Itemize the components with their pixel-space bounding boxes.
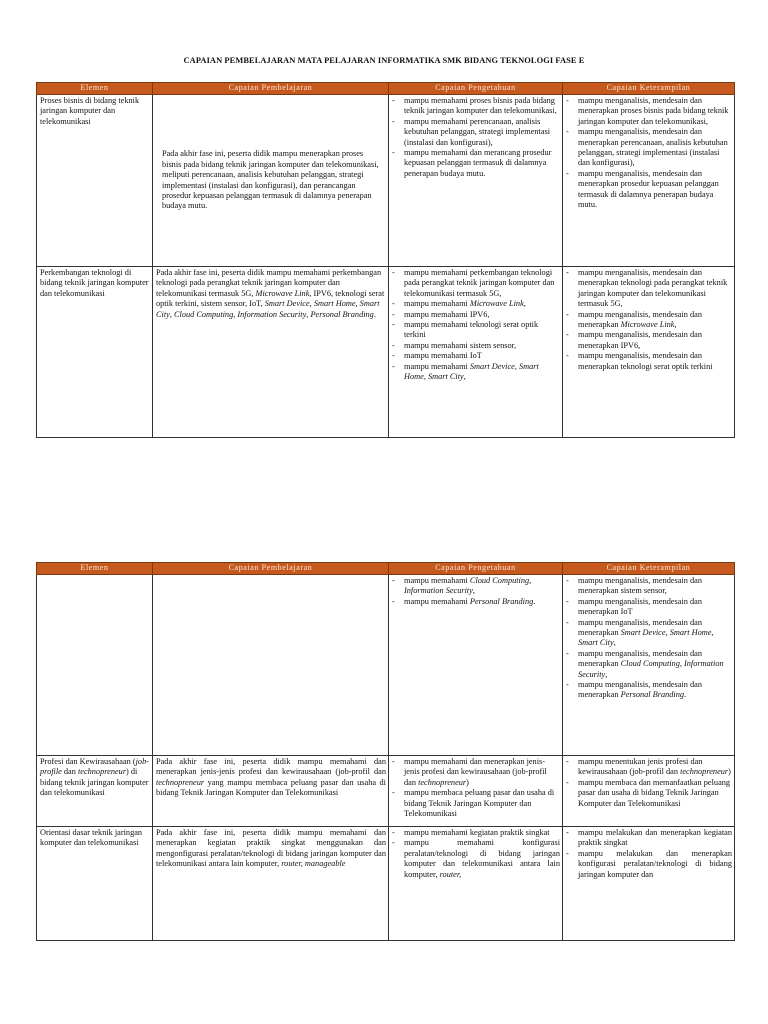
list-item: - mampu menentukan jenis profesi dan kewirausahaan (job-profil dan technopreneur) [566, 757, 732, 778]
cell-pengetahuan [389, 827, 563, 941]
list-item: - mampu menganalisis, mendesain dan menerapkan prosedur kepuasan pelanggan termasuk di dalamnya penerapan budaya mutu. [566, 169, 732, 211]
list-item: - mampu melakukan dan menerapkan konfigurasi peralatan/teknologi di bidang jaringan komputer dan [566, 849, 732, 880]
table-row [37, 95, 735, 267]
header-capaian-pengetahuan: Capaian Pengetahuan [389, 83, 563, 95]
table-header-row [37, 83, 735, 95]
competency-table-1 [36, 82, 735, 438]
list-item: - mampu menganalisis, mendesain dan menerapkan Personal Branding. [566, 680, 732, 701]
table-row [37, 827, 735, 941]
list-item: - mampu memahami dan merancang prosedur kepuasan pelanggan termasuk di dalamnya penerapan budaya mutu. [392, 148, 560, 179]
list-item: - mampu menganalisis, mendesain dan menerapkan teknologi pada perangkat teknik jaringan komputer dan telekomunikasi termasuk 5G, [566, 268, 732, 310]
list-item: - mampu menganalisis, mendesain dan menerapkan IoT [566, 597, 732, 618]
capaian-text: Pada akhir fase ini, peserta didik mampu memahami perkembangan teknologi pada perangkat teknik jaringan komputer dan telekomunikasi termasuk 5G, Microwave Link, IPV6, teknologi serat optik terkini, sistem sensor, IoT, Smart Device, Smart Home, Smart City, Cloud Computing, Information Security, Personal Branding. [156, 268, 385, 319]
header-elemen: Elemen [37, 563, 153, 575]
list-item: - mampu menganalisis, mendesain dan menerapkan Cloud Computing, Information Security, [566, 649, 732, 680]
cell-keterampilan [563, 575, 735, 756]
list-item: - mampu menganalisis, mendesain dan menerapkan perencanaan, analisis kebutuhan pelanggan, strategi implementasi (instalasi dan konfigurasi), [566, 127, 732, 169]
table-header-row [37, 563, 735, 575]
cell-keterampilan [563, 827, 735, 941]
header-capaian-pembelajaran: Capaian Pembelajaran [153, 563, 389, 575]
document-title: CAPAIAN PEMBELAJARAN MATA PELAJARAN INFORMATIKA SMK BIDANG TEKNOLOGI FASE E [183, 56, 585, 65]
competency-table-2 [36, 562, 735, 941]
cell-pengetahuan [389, 756, 563, 827]
cell-capaian: Pada akhir fase ini, peserta didik mampu memahami dan menerapkan jenis-jenis profesi dan kewirausahaan (job-profil dan technopreneur yang mampu membaca peluang pasar dan usaha di bidang Teknik Jaringan Komputer dan Telekomunikasi [153, 756, 389, 827]
list-item: - mampu menganalisis, mendesain dan menerapkan Microwave Link, [566, 310, 732, 331]
list-item: - mampu memahami Personal Branding. [392, 597, 560, 607]
list-item: - mampu melakukan dan menerapkan kegiatan praktik singkat [566, 828, 732, 849]
cell-capaian [153, 267, 389, 438]
list-item: - mampu membaca dan memanfaatkan peluang pasar dan usaha di bidang Teknik Jaringan Komputer dan Telekomunikasi [566, 778, 732, 809]
cell-elemen: Perkembangan teknologi di bidang teknik jaringan komputer dan telekomunikasi [37, 267, 153, 438]
header-capaian-keterampilan: Capaian Keterampilan [563, 563, 735, 575]
list-item: - mampu memahami perkembangan teknologi pada perangkat teknik jaringan komputer dan telekomunikasi termasuk 5G, [392, 268, 560, 299]
list-item: - mampu memahami IPV6, [392, 310, 560, 320]
header-capaian-pengetahuan: Capaian Pengetahuan [389, 563, 563, 575]
list-item: - mampu memahami teknologi serat optik terkini [392, 320, 560, 341]
cell-keterampilan [563, 267, 735, 438]
cell-capaian: Pada akhir fase ini, peserta didik mampu memahami dan menerapkan kegiatan praktik singkat menggunakan dan mengonfigurasi peralatan/teknologi di bidang jaringan komputer dan telekomunikasi antara lain komputer, router, manageable [153, 827, 389, 941]
list-item: - mampu memahami proses bisnis pada bidang teknik jaringan komputer dan telekomunikasi, [392, 96, 560, 117]
header-capaian-keterampilan: Capaian Keterampilan [563, 83, 735, 95]
cell-elemen [37, 575, 153, 756]
header-elemen: Elemen [37, 83, 153, 95]
list-item: - mampu memahami Microwave Link, [392, 299, 560, 309]
list-item: - mampu menganalisis, mendesain dan menerapkan sistem sensor, [566, 576, 732, 597]
list-item: - mampu memahami Cloud Computing, Information Security, [392, 576, 560, 597]
list-item: - mampu memahami Smart Device, Smart Home, Smart City, [392, 362, 560, 383]
list-item: - mampu memahami dan menerapkan jenis-jenis profesi dan kewirausahaan (job-profil dan technopreneur) [392, 757, 560, 788]
list-item: - mampu menganalisis, mendesain dan menerapkan IPV6, [566, 330, 732, 351]
list-item: - mampu memahami IoT [392, 351, 560, 361]
cell-keterampilan [563, 756, 735, 827]
cell-keterampilan [563, 95, 735, 267]
list-item: - mampu memahami kegiatan praktik singkat [392, 828, 560, 838]
cell-elemen: Profesi dan Kewirausahaan (job-profile dan technopreneur) di bidang teknik jaringan komputer dan telekomunikasi [37, 756, 153, 827]
capaian-text: Pada akhir fase ini, peserta didik mampu menerapkan proses bisnis pada bidang teknik jaringan komputer dan telekomunikasi, meliputi perencanaan, analisis kebutuhan pelanggan, strategi implementasi (instalasi dan konfigurasi), dan perancangan prosedur kepuasan pelanggan termasuk di dalamnya penerapan budaya mutu. [162, 149, 379, 211]
cell-capaian [153, 95, 389, 267]
list-item: - mampu membaca peluang pasar dan usaha di bidang Teknik Jaringan Komputer dan Telekomunikasi [392, 788, 560, 819]
header-capaian-pembelajaran: Capaian Pembelajaran [153, 83, 389, 95]
list-item: - mampu memahami perencanaan, analisis kebutuhan pelanggan, strategi implementasi (instalasi dan konfigurasi), [392, 117, 560, 148]
list-item: - mampu menganalisis, mendesain dan menerapkan teknologi serat optik terkini [566, 351, 732, 372]
list-item: - mampu memahami konfigurasi peralatan/teknologi di bidang jaringan komputer dan telekomunikasi antara lain komputer, router, [392, 838, 560, 880]
table-row [37, 267, 735, 438]
table-row [37, 756, 735, 827]
list-item: - mampu memahami sistem sensor, [392, 341, 560, 351]
cell-elemen: Proses bisnis di bidang teknik jaringan komputer dan telekomunikasi [37, 95, 153, 267]
cell-pengetahuan [389, 267, 563, 438]
list-item: - mampu menganalisis, mendesain dan menerapkan Smart Device, Smart Home, Smart City, [566, 618, 732, 649]
list-item: - mampu menganalisis, mendesain dan menerapkan proses bisnis pada bidang teknik jaringan komputer dan telekomunikasi, [566, 96, 732, 127]
table-row [37, 575, 735, 756]
cell-elemen: Orientasi dasar teknik jaringan komputer dan telekomunikasi [37, 827, 153, 941]
cell-capaian [153, 575, 389, 756]
cell-pengetahuan [389, 575, 563, 756]
cell-pengetahuan [389, 95, 563, 267]
